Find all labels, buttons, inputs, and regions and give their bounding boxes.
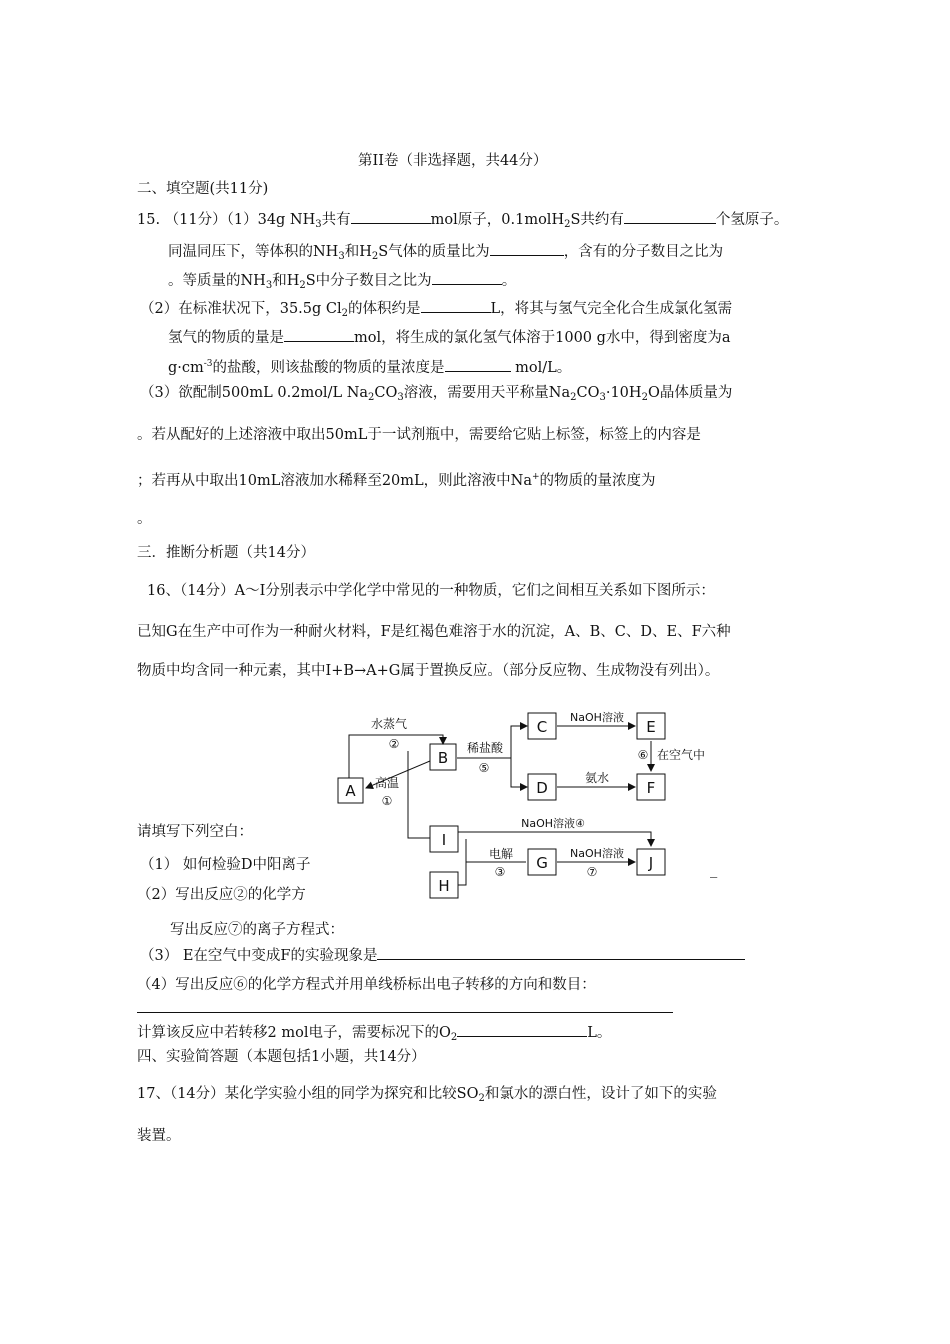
section-2-title: 二、填空题(共11分) bbox=[137, 181, 269, 197]
q16-line-2: 已知G在生产中可作为一种耐火材料，F是红褐色难溶于水的沉淀，A、B、C、D、E、F六种 bbox=[137, 624, 731, 640]
q17-line-1: 17、（14分）某化学实验小组的同学为探究和比较$SO_2$和氯水的漂白性，设计了如下的实验 bbox=[137, 1086, 717, 1104]
q15-line-2: 同温同压下，等体积的$NH_3$和$H_2S$气体的质量比为 ，含有的分子数目之比为 bbox=[168, 241, 723, 267]
q16-part-2b: 写出反应⑦的离子方程式： bbox=[170, 922, 344, 938]
q16-part-2: （2）写出反应②的化学方 bbox=[137, 887, 306, 903]
q15-line-5: 氢气的物质的量是 mol，将生成的氯化氢气体溶于1000 g水中，得到密度为a bbox=[168, 327, 731, 348]
link-b-i bbox=[408, 751, 430, 838]
q15-line-6: $g\cdot cm^{-3}$的盐酸，则该盐酸的物质的量浓度是 mol/L。 bbox=[168, 359, 572, 376]
label-steam: 水蒸气 bbox=[370, 717, 408, 731]
section-3-title: 三．推断分析题（共14分） bbox=[137, 545, 315, 561]
label-in-air: 在空气中 bbox=[656, 748, 706, 762]
label-naoh-ce: NaOH溶液 bbox=[570, 711, 624, 724]
node-d: D bbox=[536, 779, 548, 797]
label-ammonia: 氨水 bbox=[584, 771, 610, 785]
q15-line-9: ；若再从中取出10mL溶液加水稀释至20mL，则此溶液中Na+的物质的量浓度为 bbox=[137, 472, 656, 489]
node-f: F bbox=[646, 779, 656, 797]
q16-line-3: 物质中均含同一种元素，其中I+B→A+G属于置换反应。（部分反应物、生成物没有列出）。 bbox=[137, 663, 720, 679]
q16-fill-intro: 请填写下列空白： bbox=[137, 824, 253, 840]
node-i: I bbox=[441, 831, 447, 849]
node-c: C bbox=[536, 718, 548, 736]
label-naoh-ij: NaOH溶液④ bbox=[521, 817, 585, 830]
q15-line-3: 。等质量的$NH_3$和$H_2S$中分子数目之比为 。 bbox=[168, 270, 516, 296]
q16-line-1: 16、（14分）A～I分别表示中学化学中常见的一种物质，它们之间相互关系如下图所示： bbox=[147, 583, 715, 599]
label-r1: ① bbox=[381, 794, 393, 808]
q16-answer-line[interactable] bbox=[137, 1012, 673, 1013]
q15-line-1: 15. （11分）（1）34g $NH_3$共有 mol原子，0.1molH$_2$S共约有 个氢原子。 bbox=[137, 209, 788, 235]
node-e: E bbox=[646, 718, 656, 736]
section-4-title: 四、实验简答题（本题包括1小题，共14分） bbox=[137, 1049, 426, 1065]
label-r3: ③ bbox=[494, 865, 506, 879]
node-a: A bbox=[345, 782, 356, 800]
label-r7: ⑦ bbox=[586, 865, 598, 879]
arrow-i-to-j bbox=[458, 832, 651, 846]
q16-dash: _ bbox=[710, 862, 718, 878]
q15-line-4: （2）在标准状况下，35.5g $Cl_2$的体积约是 L，将其与氢气完全化合生成氯化氢需 bbox=[140, 298, 732, 324]
q15-line-10: 。 bbox=[137, 511, 152, 527]
q15-line-8: 。若从配好的上述溶液中取出50mL于一试剂瓶中，需要给它贴上标签，标签上的内容是 bbox=[137, 427, 701, 443]
q16-blank-phenomenon[interactable] bbox=[377, 945, 745, 960]
label-r2: ② bbox=[388, 737, 400, 751]
q16-part-4: （4）写出反应⑥的化学方程式并用单线桥标出电子转移的方向和数目： bbox=[137, 977, 596, 993]
node-g: G bbox=[536, 854, 548, 872]
label-high-temp: 高温 bbox=[374, 776, 400, 790]
q15-line-7: （3）欲配制500mL 0.2mol/L $Na_2CO_3$溶液，需要用天平称量$Na_2CO_3\cdot 10H_2O$晶体质量为 bbox=[140, 385, 733, 403]
node-j: J bbox=[648, 854, 654, 872]
label-r5: ⑤ bbox=[478, 761, 490, 775]
q16-part-5: 计算该反应中若转移2 mol电子，需要标况下的$O_2$ L。 bbox=[137, 1022, 611, 1048]
q17-line-2: 装置。 bbox=[137, 1128, 181, 1144]
arrow-h-to-i bbox=[458, 839, 466, 885]
q16-blank-o2-volume[interactable] bbox=[457, 1022, 587, 1037]
arrow-to-d bbox=[511, 758, 527, 787]
label-r6: ⑥ bbox=[637, 748, 649, 762]
q16-part-1: （1） 如何检验D中阳离子 bbox=[140, 857, 311, 873]
arrow-to-c bbox=[511, 726, 527, 758]
node-b: B bbox=[437, 749, 449, 767]
label-naoh-gj: NaOH溶液 bbox=[570, 847, 624, 860]
node-h: H bbox=[438, 877, 450, 895]
label-electrolysis: 电解 bbox=[488, 847, 514, 861]
label-dilute-hcl: 稀盐酸 bbox=[466, 741, 504, 755]
q16-part-3: （3） E在空气中变成F的实验现象是 bbox=[140, 945, 745, 966]
part-title: 第II卷（非选择题，共44分） bbox=[358, 153, 548, 169]
